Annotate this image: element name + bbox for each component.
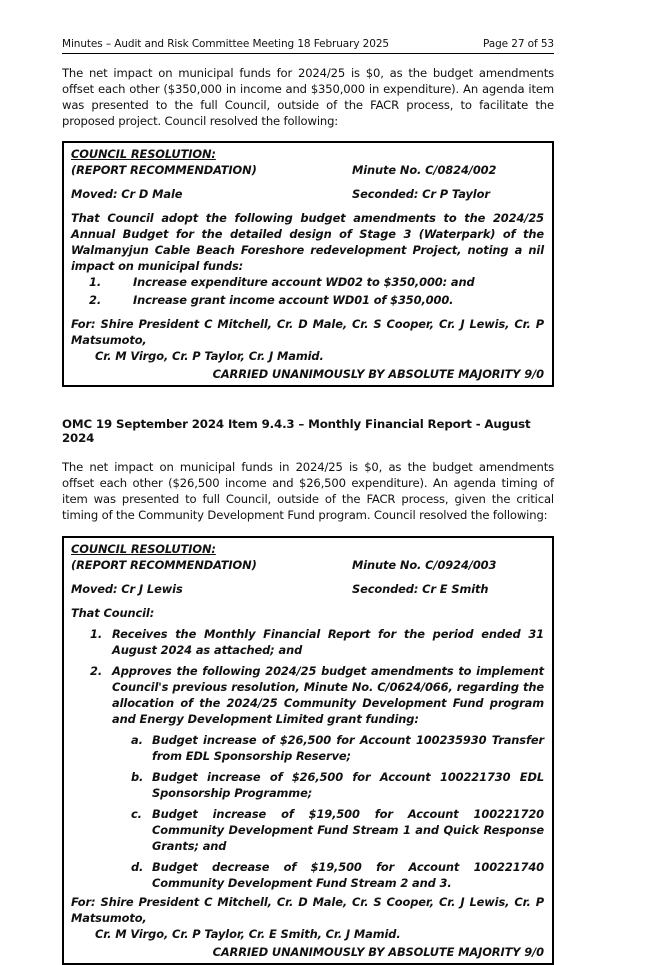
- list-item: 2. Approves the following 2024/25 budget amendments to implement Council's previous resolution, Minute No. C/0624/066, regarding the allocation of the 2024/25 Community Development Fund program and Energy Development Limited grant funding:: [90, 664, 544, 726]
- for-votes: For: Shire President C Mitchell, Cr. D Male, Cr. S Cooper, Cr. J Lewis, Cr. P Matsumoto,: [71, 895, 544, 925]
- sub-list-item: d. Budget decrease of $19,500 for Account 100221740 Community Development Fund Stream 2 and 3.: [131, 860, 544, 890]
- resolution-body: That Council adopt the following budget amendments to the 2024/25 Annual Budget for the detailed design of Stage 3 (Waterpark) of the Walmanyjun Cable Beach Foreshore redevelopment Project, noting a nil impact on municipal funds:: [71, 211, 544, 273]
- carried-status: CARRIED UNANIMOUSLY BY ABSOLUTE MAJORITY 9/0: [212, 945, 544, 959]
- minute-number: Minute No. C/0924/003: [352, 558, 497, 572]
- that-council: That Council:: [71, 606, 155, 620]
- moved-by: Moved: Cr J Lewis: [71, 582, 183, 596]
- sub-list-item: b. Budget increase of $26,500 for Account 100221730 EDL Sponsorship Programme;: [131, 770, 544, 800]
- moved-by: Moved: Cr D Male: [71, 187, 183, 201]
- page-header: [62, 38, 554, 54]
- report-recommendation: (REPORT RECOMMENDATION): [71, 558, 257, 572]
- for-votes: For: Shire President C Mitchell, Cr. D Male, Cr. S Cooper, Cr. J Lewis, Cr. P Matsumoto,: [71, 317, 544, 347]
- resolution-heading: COUNCIL RESOLUTION:: [71, 147, 216, 161]
- sub-list-item: c. Budget increase of $19,500 for Account 100221720 Community Development Fund Stream 1 and Quick Response Grants; and: [131, 807, 544, 853]
- carried-status: CARRIED UNANIMOUSLY BY ABSOLUTE MAJORITY 9/0: [212, 367, 544, 381]
- page-number: Page 27 of 53: [483, 38, 554, 50]
- document-page: [62, 38, 554, 965]
- for-votes-continued: Cr. M Virgo, Cr. P Taylor, Cr. J Mamid.: [95, 349, 324, 363]
- seconded-by: Seconded: Cr E Smith: [352, 582, 489, 596]
- list-item: 1. Increase expenditure account WD02 to $350,000: and: [89, 275, 475, 289]
- list-item: 1. Receives the Monthly Financial Report for the period ended 31 August 2024 as attached; and: [90, 627, 544, 657]
- section-heading: OMC 19 September 2024 Item 9.4.3 – Monthly Financial Report - August 2024: [62, 417, 531, 445]
- council-resolution-box-2: [62, 536, 554, 965]
- minute-number: Minute No. C/0824/002: [352, 163, 497, 177]
- intro-paragraph: The net impact on municipal funds for 2024/25 is $0, as the budget amendments offset each other ($350,000 in income and $350,000 in expenditure). An agenda item was presented to the full Council, outside of the FACR process, to facilitate the proposed project. Council resolved the following:: [62, 66, 554, 128]
- section-paragraph: The net impact on municipal funds in 2024/25 is $0, as the budget amendments offset each other ($26,500 income and $26,500 expenditure). An agenda timing of item was presented to full Council, outside of the FACR process, given the critical timing of the Community Development Fund program. Council resolved the following:: [62, 460, 554, 522]
- council-resolution-box-1: [62, 141, 554, 387]
- for-votes-continued: Cr. M Virgo, Cr. P Taylor, Cr. E Smith, Cr. J Mamid.: [95, 927, 401, 941]
- seconded-by: Seconded: Cr P Taylor: [352, 187, 490, 201]
- sub-list-item: a. Budget increase of $26,500 for Account 100235930 Transfer from EDL Sponsorship Reserve;: [131, 733, 544, 763]
- resolution-heading: COUNCIL RESOLUTION:: [71, 542, 216, 556]
- list-item: 2. Increase grant income account WD01 of $350,000.: [89, 293, 454, 307]
- report-recommendation: (REPORT RECOMMENDATION): [71, 163, 257, 177]
- header-title: Minutes – Audit and Risk Committee Meeting 18 February 2025: [62, 38, 390, 50]
